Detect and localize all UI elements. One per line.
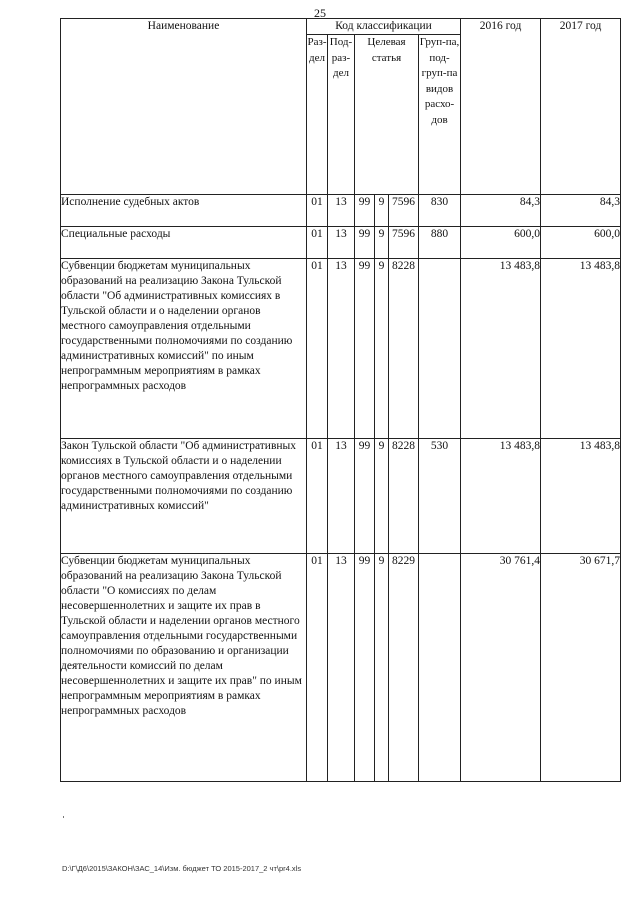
header-razdel: Раз-дел <box>307 35 328 195</box>
header-group: Груп-па, под-груп-па видов расхо-дов <box>419 35 461 195</box>
row-2017: 13 483,8 <box>541 259 621 439</box>
row-target-2: 9 <box>375 439 389 554</box>
row-target-3: 8229 <box>389 554 419 782</box>
row-name: Закон Тульской области "Об административных комиссиях в Тульской области и о наделении органов местного самоуправления отдельными государственными полномочиями по созданию административных комиссий" <box>61 439 307 554</box>
table-row <box>61 259 621 439</box>
budget-table <box>60 18 621 782</box>
row-2017: 30 671,7 <box>541 554 621 782</box>
row-podrazdel: 13 <box>328 195 355 227</box>
header-2016: 2016 год <box>461 19 541 195</box>
row-2016: 600,0 <box>461 227 541 259</box>
row-target-2: 9 <box>375 195 389 227</box>
row-target-1: 99 <box>355 554 375 782</box>
row-target-1: 99 <box>355 259 375 439</box>
table-row <box>61 554 621 782</box>
row-target-3: 8228 <box>389 259 419 439</box>
row-name: Субвенции бюджетам муниципальных образований на реализацию Закона Тульской области "Об административных комиссиях в Тульской области и о наделении органов местного самоуправления отдельными государственными полномочиями по созданию административных комиссий" по иным непрограммным мероприятиям в рамках непрограммных расходов <box>61 259 307 439</box>
row-name: Специальные расходы <box>61 227 307 259</box>
row-target-1: 99 <box>355 195 375 227</box>
row-podrazdel: 13 <box>328 259 355 439</box>
row-target-2: 9 <box>375 227 389 259</box>
row-podrazdel: 13 <box>328 554 355 782</box>
header-podrazdel: Под-раз-дел <box>328 35 355 195</box>
row-2016: 84,3 <box>461 195 541 227</box>
row-group: 880 <box>419 227 461 259</box>
file-path-footer: D:\Г\Д6\2015\ЗАКОН\ЗАС_14\Изм. бюджет ТО 2015-2017_2 чт\pr4.xls <box>62 864 302 873</box>
page-number: 25 <box>314 6 326 20</box>
row-2017: 13 483,8 <box>541 439 621 554</box>
row-target-1: 99 <box>355 227 375 259</box>
row-group: 530 <box>419 439 461 554</box>
row-target-1: 99 <box>355 439 375 554</box>
row-razdel: 01 <box>307 259 328 439</box>
row-name: Исполнение судебных актов <box>61 195 307 227</box>
row-razdel: 01 <box>307 554 328 782</box>
scan-mark <box>63 816 64 818</box>
row-group <box>419 554 461 782</box>
row-razdel: 01 <box>307 227 328 259</box>
row-2016: 30 761,4 <box>461 554 541 782</box>
row-target-2: 9 <box>375 554 389 782</box>
row-2017: 84,3 <box>541 195 621 227</box>
header-target: Целевая статья <box>355 35 419 195</box>
table-row <box>61 227 621 259</box>
row-target-2: 9 <box>375 259 389 439</box>
row-group: 830 <box>419 195 461 227</box>
row-2016: 13 483,8 <box>461 259 541 439</box>
table-row <box>61 195 621 227</box>
header-code: Код классификации <box>307 19 461 35</box>
row-razdel: 01 <box>307 195 328 227</box>
row-target-3: 8228 <box>389 439 419 554</box>
row-razdel: 01 <box>307 439 328 554</box>
header-2017: 2017 год <box>541 19 621 195</box>
row-podrazdel: 13 <box>328 439 355 554</box>
row-target-3: 7596 <box>389 227 419 259</box>
table-row <box>61 439 621 554</box>
row-name: Субвенции бюджетам муниципальных образований на реализацию Закона Тульской области "О комиссиях по делам несовершеннолетних и защите их прав в Тульской области и наделении органов местного самоуправления отдельными государственными полномочиями по образованию и организации деятельности комиссий по делам несовершеннолетних и защите их прав" по иным непрограммным мероприятиям в рамках непрограммных расходов <box>61 554 307 782</box>
row-podrazdel: 13 <box>328 227 355 259</box>
row-2016: 13 483,8 <box>461 439 541 554</box>
row-group <box>419 259 461 439</box>
header-name: Наименование <box>61 19 307 195</box>
row-2017: 600,0 <box>541 227 621 259</box>
row-target-3: 7596 <box>389 195 419 227</box>
